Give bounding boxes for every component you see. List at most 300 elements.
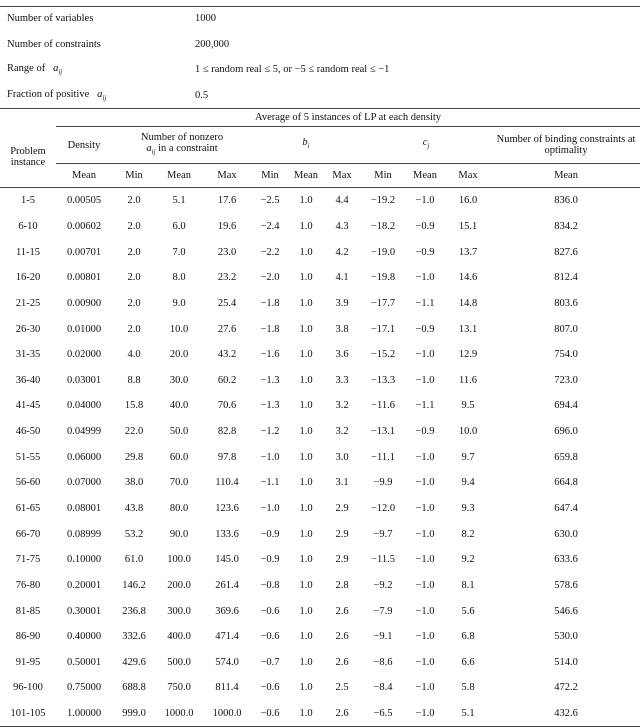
table-cell: 20.0	[169, 349, 189, 361]
table-cell: 500.0	[167, 656, 191, 668]
table-cell: 29.8	[124, 451, 144, 463]
table-cell: 146.2	[122, 579, 146, 591]
table-cell: −0.6	[260, 682, 280, 694]
table-cell: 9.4	[461, 477, 475, 489]
table-cell: −1.0	[415, 579, 435, 591]
table-cell: −15.2	[370, 349, 396, 361]
table-cell: 803.6	[554, 297, 578, 309]
header-blank	[0, 109, 56, 127]
table-row	[0, 650, 640, 676]
instance-cell: 6-10	[18, 220, 38, 232]
param-label	[0, 89, 195, 102]
header-problem-instance: Problem instance	[0, 127, 56, 188]
table-row	[0, 188, 640, 214]
table-cell: 0.01000	[66, 323, 102, 335]
table-row	[0, 214, 640, 240]
param-label-symbol	[48, 63, 63, 77]
stat-header: Max	[444, 164, 492, 188]
stat-header: Min	[252, 164, 288, 188]
table-cell: 811.4	[215, 682, 239, 694]
table-cell: 688.8	[122, 682, 146, 694]
table-cell: 82.8	[217, 426, 237, 438]
param-value: 1 ≤ random real ≤ 5, or −5 ≤ random real ≤ −1	[195, 64, 390, 76]
param-label	[0, 63, 195, 76]
table-cell: 8.8	[127, 374, 141, 386]
instance-cell: 31-35	[15, 349, 41, 361]
table-cell: 1.0	[299, 631, 313, 643]
stat-header: Mean	[406, 164, 444, 188]
table-cell: −2.4	[260, 220, 280, 232]
table-row	[0, 496, 640, 522]
instance-cell: 96-100	[13, 682, 43, 694]
table-cell: 827.6	[554, 246, 578, 258]
table-cell: −2.5	[260, 195, 280, 207]
table-cell: −0.6	[260, 605, 280, 617]
table-cell: 1.0	[299, 503, 313, 514]
table-cell: 6.8	[461, 631, 475, 643]
param-label-text: Range of	[7, 63, 46, 75]
instance-cell: 51-55	[15, 451, 41, 463]
stat-header: Min	[360, 164, 406, 188]
instance-cell: 11-15	[15, 246, 41, 258]
table-cell: −0.9	[415, 426, 435, 438]
table-cell: −1.6	[260, 349, 280, 361]
table-cell: 4.0	[127, 349, 141, 361]
table-cell: 0.00701	[66, 246, 102, 258]
table-row	[0, 316, 640, 342]
table-cell: 400.0	[167, 631, 191, 643]
table-cell: −1.0	[406, 701, 444, 727]
table-cell: −0.9	[415, 220, 435, 232]
table-cell: 4.2	[335, 246, 349, 258]
table-cell: 3.9	[335, 297, 349, 309]
table-cell: −9.9	[373, 477, 393, 489]
table-cell: 2.0	[127, 297, 141, 309]
table-cell: −6.5	[360, 701, 406, 727]
param-value: 1000	[195, 13, 216, 25]
stat-header: Min	[112, 164, 156, 188]
table-cell: −1.0	[260, 451, 280, 463]
table-cell: 15.1	[458, 220, 478, 232]
table-cell: 3.6	[335, 349, 349, 361]
table-cell: 7.0	[172, 246, 186, 258]
table-cell: 696.0	[554, 426, 578, 438]
table-cell: 38.0	[124, 477, 144, 489]
header-nonzero-line1: Number of nonzero	[140, 131, 224, 143]
table-cell: 530.0	[554, 631, 578, 643]
header-binding: Number of binding constraints at optimality	[492, 127, 640, 164]
table-cell: 723.0	[554, 374, 578, 386]
table-cell: 694.4	[554, 400, 578, 412]
table-cell: 27.6	[217, 323, 237, 335]
param-row-variables	[0, 6, 640, 32]
table-cell: 2.0	[127, 272, 141, 284]
average-caption: Average of 5 instances of LP at each density	[56, 109, 640, 127]
table-cell: 3.3	[335, 374, 349, 386]
table-cell: 1.0	[299, 272, 313, 284]
table-cell: 9.7	[461, 451, 475, 463]
table-cell: −1.0	[415, 631, 435, 643]
instance-cell: 1-5	[21, 195, 35, 207]
instance-cell: 101-105	[0, 701, 56, 727]
table-cell: 0.30001	[66, 605, 102, 617]
table-cell: 2.9	[335, 528, 349, 540]
param-row-constraints	[0, 32, 640, 58]
table-cell: 1.0	[299, 220, 313, 232]
table-row	[0, 624, 640, 650]
table-cell: −7.9	[373, 605, 393, 617]
table-cell: −9.7	[373, 528, 393, 540]
header-b-symbol	[302, 137, 310, 151]
table-cell: 2.9	[335, 554, 349, 566]
table-cell: −1.0	[415, 374, 435, 386]
table-cell: 15.8	[124, 400, 144, 412]
table-cell: −2.0	[260, 272, 280, 284]
table-row	[0, 573, 640, 599]
table-cell: 0.02000	[66, 349, 102, 361]
table-cell: 5.8	[461, 682, 475, 694]
table-cell: −0.6	[252, 701, 288, 727]
instance-cell: 86-90	[15, 631, 41, 643]
table-cell: 0.00505	[66, 195, 102, 207]
table-cell: 0.50001	[66, 656, 102, 668]
table-cell: 3.8	[335, 323, 349, 335]
table-cell: −0.6	[260, 631, 280, 643]
table-cell: 3.2	[335, 400, 349, 412]
table-cell: −1.0	[415, 272, 435, 284]
table-cell: −8.6	[373, 656, 393, 668]
table-cell: 836.0	[554, 195, 578, 207]
table-cell: 5.1	[444, 701, 492, 727]
instance-cell: 16-20	[15, 272, 41, 284]
instance-cell: 41-45	[15, 400, 41, 412]
stat-header: Max	[324, 164, 360, 188]
table-cell: −0.7	[260, 656, 280, 668]
table-cell: 0.10000	[66, 554, 102, 566]
table-cell: −1.0	[415, 554, 435, 566]
table-cell: 578.6	[554, 579, 578, 591]
table-cell: 0.08001	[66, 503, 102, 514]
table-cell: 807.0	[554, 323, 578, 335]
table-cell: 1.0	[299, 605, 313, 617]
parameters-block	[0, 6, 640, 108]
table-cell: 261.4	[215, 579, 239, 591]
symbol-c: c	[422, 137, 428, 149]
table-cell: 5.1	[172, 195, 186, 207]
table-cell: 97.8	[217, 451, 237, 463]
table-cell: 0.04999	[66, 426, 102, 438]
table-cell: 1.0	[299, 528, 313, 540]
table-cell: −11.6	[371, 400, 395, 412]
table-cell: 8.1	[461, 579, 475, 591]
table-cell: 2.5	[335, 682, 349, 694]
table-cell: −1.0	[415, 682, 435, 694]
table-cell: 2.6	[335, 656, 349, 668]
table-cell: 1.0	[299, 297, 313, 309]
table-cell: −1.0	[415, 349, 435, 361]
table-cell: −17.1	[370, 323, 396, 335]
table-cell: 17.6	[217, 195, 237, 207]
table-cell: 123.6	[215, 503, 239, 514]
param-label-symbol	[92, 89, 106, 100]
table-cell: 2.6	[335, 631, 349, 643]
table-cell: 10.0	[458, 426, 478, 438]
table-cell: 9.3	[461, 503, 475, 514]
table-cell: 664.8	[554, 477, 578, 489]
table-cell: 236.8	[122, 605, 146, 617]
table-cell: 1.0	[299, 400, 313, 412]
table-cell: 40.0	[169, 400, 189, 412]
table-cell: 0.08999	[66, 528, 102, 540]
table-cell: 133.6	[215, 528, 239, 540]
instance-cell: 36-40	[15, 374, 41, 386]
table-cell: 8.2	[461, 528, 475, 540]
table-cell: −0.9	[415, 246, 435, 258]
table-cell: 12.9	[458, 349, 478, 361]
table-row	[0, 342, 640, 368]
results-table	[0, 108, 640, 727]
table-cell: −2.2	[260, 246, 280, 258]
table-cell: −11.5	[371, 554, 395, 566]
instance-cell: 66-70	[15, 528, 41, 540]
table-cell: 1.0	[299, 682, 313, 694]
table-cell: 13.7	[458, 246, 478, 258]
table-cell: 90.0	[169, 528, 189, 540]
table-cell: 9.5	[461, 400, 475, 412]
table-cell: 300.0	[167, 605, 191, 617]
table-cell: 3.0	[335, 451, 349, 463]
param-label-text: Fraction of positive	[7, 88, 90, 100]
table-row	[0, 444, 640, 470]
table-row	[0, 265, 640, 291]
table-cell: 0.75000	[66, 682, 102, 694]
table-row	[0, 419, 640, 445]
table-cell: 70.0	[169, 477, 189, 489]
table-cell: 11.6	[459, 374, 477, 386]
symbol-a: a	[146, 142, 152, 154]
table-cell: 16.0	[458, 195, 478, 207]
table-row	[0, 291, 640, 317]
table-cell: 43.8	[124, 503, 144, 514]
table-cell: 472.2	[554, 682, 578, 694]
table-cell: 750.0	[167, 682, 191, 694]
table-cell: −1.0	[415, 605, 435, 617]
table-cell: 0.04000	[66, 400, 102, 412]
table-cell: −0.9	[260, 528, 280, 540]
table-cell: 0.20001	[66, 579, 102, 591]
table-cell: 2.0	[127, 323, 141, 335]
table-cell: −9.2	[373, 579, 393, 591]
table-cell: 25.4	[217, 297, 237, 309]
table-cell: 70.6	[217, 400, 237, 412]
instance-cell: 61-65	[15, 503, 41, 514]
table-cell: 754.0	[554, 349, 578, 361]
table-cell: 0.03001	[66, 374, 102, 386]
table-cell: 19.6	[217, 220, 237, 232]
stat-header: Mean	[492, 164, 640, 188]
table-cell: 0.07000	[66, 477, 102, 489]
table-cell: 22.0	[124, 426, 144, 438]
table-cell: 10.0	[169, 323, 189, 335]
table-cell: −13.1	[370, 426, 396, 438]
table-cell: −12.0	[370, 503, 396, 514]
table-row	[0, 393, 640, 419]
table-cell: 2.8	[335, 579, 349, 591]
header-c-symbol	[422, 137, 430, 151]
table-cell: 1.0	[288, 701, 324, 727]
table-cell: 61.0	[124, 554, 144, 566]
table-cell: 4.3	[335, 220, 349, 232]
table-cell: 1.0	[299, 323, 313, 335]
table-cell: −1.8	[260, 323, 280, 335]
table-cell: 514.0	[554, 656, 578, 668]
table-cell: 9.2	[461, 554, 475, 566]
table-cell: 0.00602	[66, 220, 102, 232]
param-label: Number of constraints	[7, 38, 101, 50]
param-value: 200,000	[195, 38, 230, 50]
symbol-subscript: ij	[58, 68, 63, 77]
symbol-b: b	[302, 137, 308, 149]
table-cell: −19.2	[370, 195, 396, 207]
param-label: Number of variables	[7, 13, 94, 25]
table-cell: 2.0	[127, 220, 141, 232]
table-cell: 14.8	[458, 297, 478, 309]
table-cell: −11.1	[371, 451, 395, 463]
header-nonzero	[112, 127, 252, 164]
table-cell: 369.6	[215, 605, 239, 617]
table-cell: 2.0	[127, 246, 141, 258]
instance-cell: 56-60	[15, 477, 41, 489]
table-cell: 546.6	[554, 605, 578, 617]
stat-header: Mean	[288, 164, 324, 188]
table-cell: −0.8	[260, 579, 280, 591]
table-cell: −9.1	[373, 631, 393, 643]
table-cell: 4.1	[335, 272, 349, 284]
table-cell: 9.0	[172, 297, 186, 309]
param-row-range	[0, 57, 640, 83]
stat-header: Mean	[56, 164, 112, 188]
table-row	[0, 547, 640, 573]
table-cell: −17.7	[370, 297, 396, 309]
table-cell: 60.0	[169, 451, 189, 463]
table-cell: 30.0	[169, 374, 189, 386]
symbol-subscript: i	[307, 142, 310, 151]
table-cell: 3.1	[335, 477, 349, 489]
table-cell: 100.0	[167, 554, 191, 566]
table-cell: 1.0	[299, 426, 313, 438]
table-cell: 0.40000	[66, 631, 102, 643]
param-row-fraction	[0, 83, 640, 109]
table-cell: −1.1	[415, 297, 435, 309]
table-cell: −1.0	[415, 195, 435, 207]
table-cell: 1.00000	[56, 701, 112, 727]
table-cell: 471.4	[215, 631, 239, 643]
table-cell: 1.0	[299, 656, 313, 668]
table-cell: 13.1	[458, 323, 478, 335]
table-cell: 1.0	[299, 246, 313, 258]
instance-cell: 76-80	[15, 579, 41, 591]
stat-header: Mean	[156, 164, 202, 188]
table-cell: 0.00900	[66, 297, 102, 309]
table-body	[0, 188, 640, 727]
table-cell: 812.4	[554, 272, 578, 284]
table-cell: 1.0	[299, 451, 313, 463]
table-cell: 3.2	[335, 426, 349, 438]
table-row	[0, 675, 640, 701]
table-cell: 432.6	[492, 701, 640, 727]
table-cell: −1.2	[260, 426, 280, 438]
table-cell: −1.1	[260, 477, 280, 489]
table-cell: 630.0	[554, 528, 578, 540]
table-row	[0, 598, 640, 624]
table-cell: 6.0	[172, 220, 186, 232]
table-cell: 659.8	[554, 451, 578, 463]
table-cell: 5.6	[461, 605, 475, 617]
table-cell: 4.4	[335, 195, 349, 207]
table-cell: 999.0	[112, 701, 156, 727]
symbol-subscript: ij	[151, 148, 156, 157]
table-cell: 834.2	[554, 220, 578, 232]
table-cell: 1000.0	[156, 701, 202, 727]
table-cell: −1.3	[260, 400, 280, 412]
table-cell: −18.2	[370, 220, 396, 232]
table-cell: 8.0	[172, 272, 186, 284]
header-nonzero-symbol	[146, 142, 156, 157]
table-row	[0, 367, 640, 393]
table-cell: 1000.0	[202, 701, 252, 727]
table-cell: 53.2	[124, 528, 144, 540]
table-cell: 110.4	[215, 477, 239, 489]
table-cell: 574.0	[215, 656, 239, 668]
table-cell: −1.8	[260, 297, 280, 309]
table-cell: 2.6	[324, 701, 360, 727]
table-cell: 145.0	[215, 554, 239, 566]
table-cell: 647.4	[554, 503, 578, 514]
table-cell: 50.0	[169, 426, 189, 438]
instance-cell: 26-30	[15, 323, 41, 335]
table-cell: −13.3	[370, 374, 396, 386]
table-cell: −1.0	[415, 451, 435, 463]
symbol-subscript: ij	[102, 93, 107, 102]
header-nonzero-line2: in a constraint	[155, 142, 218, 154]
table-cell: 200.0	[167, 579, 191, 591]
table-cell: 23.2	[217, 272, 237, 284]
table-cell: −1.0	[415, 656, 435, 668]
table-cell: 633.6	[554, 554, 578, 566]
table-cell: 60.2	[217, 374, 237, 386]
stat-header: Max	[202, 164, 252, 188]
instance-cell: 71-75	[15, 554, 41, 566]
header-b	[252, 127, 360, 164]
param-value: 0.5	[195, 89, 209, 101]
table-cell: −1.0	[415, 528, 435, 540]
instance-cell: 81-85	[15, 605, 41, 617]
table-cell: 1.0	[299, 554, 313, 566]
table-cell: 43.2	[217, 349, 237, 361]
table-cell: 23.0	[217, 246, 237, 258]
instance-cell: 21-25	[15, 297, 41, 309]
symbol-a: a	[97, 88, 103, 100]
table-cell: 1.0	[299, 477, 313, 489]
table-row	[0, 521, 640, 547]
table-cell: −8.4	[373, 682, 393, 694]
table-row	[0, 470, 640, 496]
table-cell: 2.9	[335, 503, 349, 514]
table-cell: 429.6	[122, 656, 146, 668]
table-cell: 6.6	[461, 656, 475, 668]
table-cell: 1.0	[299, 349, 313, 361]
table-cell: −0.9	[415, 323, 435, 335]
